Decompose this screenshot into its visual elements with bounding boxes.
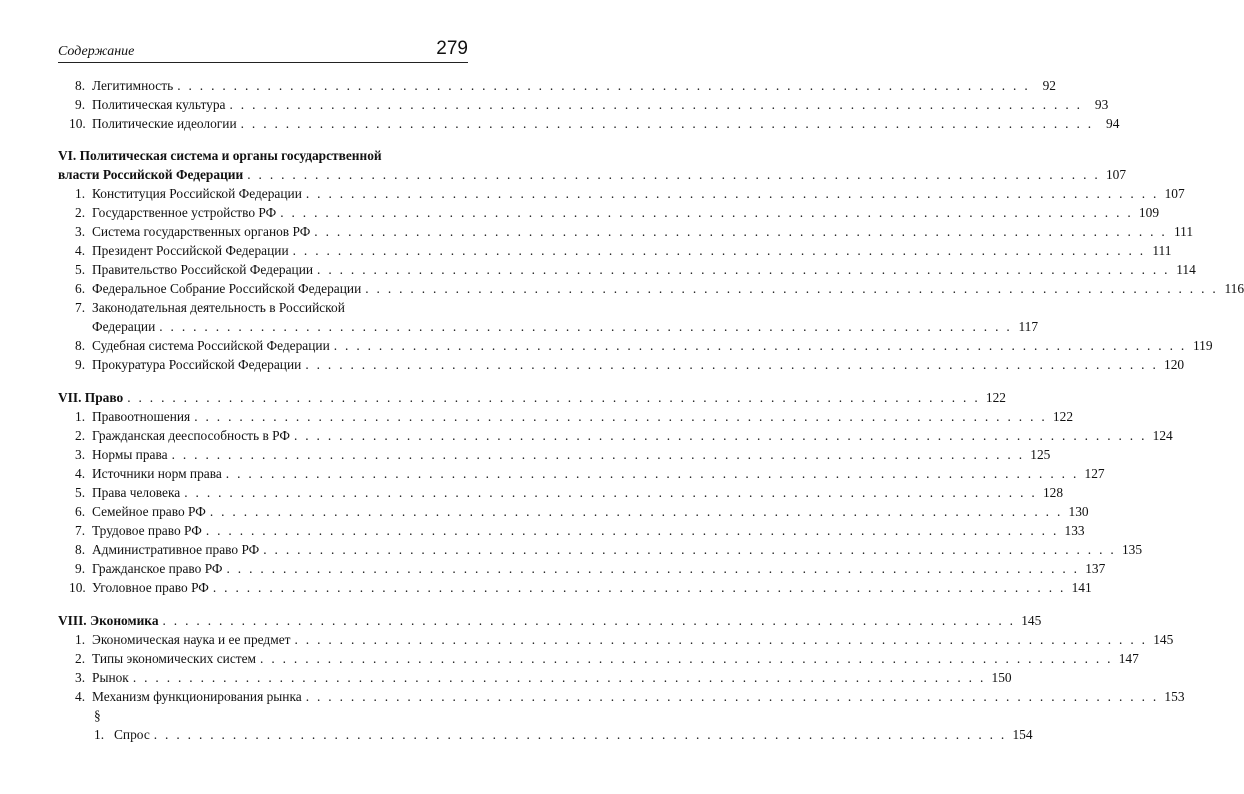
dot-leader: . . . . . . . . . . . . . . . . . . . . . . . . . . . . . . . . . . . . . . . . . . . . . . . . . . . . . . . . . . . . . . . . . . . . . . . . . . . . [153, 727, 1007, 742]
entry-number: 8. [75, 338, 86, 353]
toc-entry-line2 [58, 317, 1039, 336]
toc-entry[interactable] [58, 95, 1109, 114]
entry-title: Экономическая наука и ее предмет [92, 632, 291, 647]
entry-title-line2: Федерации [92, 319, 156, 334]
entry-page: 116 [1224, 281, 1244, 296]
entry-number: 3. [75, 670, 86, 685]
entry-number: 3. [75, 224, 86, 239]
entry-title: Правоотношения [92, 409, 191, 424]
toc-entry[interactable] [58, 502, 1089, 521]
entry-title: Трудовое право РФ [92, 523, 202, 538]
toc-entry[interactable] [58, 559, 1106, 578]
entry-title: Права человека [92, 485, 181, 500]
section-title-line1: VI. Политическая система и органы государственной [58, 148, 382, 163]
table-of-contents [58, 76, 1244, 744]
dot-leader: . . . . . . . . . . . . . . . . . . . . . . . . . . . . . . . . . . . . . . . . . . . . . . . . . . . . . . . . . . . . . . . . . . . . . . . . . . . . [280, 205, 1134, 220]
entry-page: 122 [1052, 409, 1074, 424]
entry-page: 125 [1030, 447, 1051, 462]
section-gap [58, 597, 468, 611]
entry-number: 1. [75, 186, 86, 201]
entry-number: 8. [75, 542, 86, 557]
entry-number: 1. [75, 632, 86, 647]
entry-title-line1: Законодательная деятельность в Российской [92, 300, 345, 315]
entry-page: 117 [1018, 319, 1039, 334]
dot-leader: . . . . . . . . . . . . . . . . . . . . . . . . . . . . . . . . . . . . . . . . . . . . . . . . . . . . . . . . . . . . . . . . . . . . . . . . . . . . [292, 243, 1146, 258]
toc-entry[interactable] [58, 203, 1160, 222]
entry-number: 1. [75, 409, 86, 424]
entry-title: Типы экономических систем [92, 651, 257, 666]
entry-page: 93 [1094, 97, 1109, 112]
dot-leader: . . . . . . . . . . . . . . . . . . . . . . . . . . . . . . . . . . . . . . . . . . . . . . . . . . . . . . . . . . . . . . . . . . . . . . . . . . . . [209, 504, 1063, 519]
dot-leader: . . . . . . . . . . . . . . . . . . . . . . . . . . . . . . . . . . . . . . . . . . . . . . . . . . . . . . . . . . . . . . . . . . . . . . . . . . . . [247, 167, 1101, 182]
dot-leader: . . . . . . . . . . . . . . . . . . . . . . . . . . . . . . . . . . . . . . . . . . . . . . . . . . . . . . . . . . . . . . . . . . . . . . . . . . . . [240, 116, 1094, 131]
dot-leader: . . . . . . . . . . . . . . . . . . . . . . . . . . . . . . . . . . . . . . . . . . . . . . . . . . . . . . . . . . . . . . . . . . . . . . . . . . . . [305, 357, 1159, 372]
entry-number: 2. [75, 205, 86, 220]
entry-title: Политические идеологии [92, 116, 237, 131]
toc-entry[interactable] [58, 407, 1074, 426]
dot-leader: . . . . . . . . . . . . . . . . . . . . . . . . . . . . . . . . . . . . . . . . . . . . . . . . . . . . . . . . . . . . . . . . . . . . . . . . . . . . [171, 447, 1025, 462]
entry-number: 10. [69, 116, 86, 131]
toc-entry[interactable] [58, 355, 1185, 374]
section-title: VII. Право [58, 390, 124, 405]
entry-title: Судебная система Российской Федерации [92, 338, 330, 353]
dot-leader: . . . . . . . . . . . . . . . . . . . . . . . . . . . . . . . . . . . . . . . . . . . . . . . . . . . . . . . . . . . . . . . . . . . . . . . . . . . . [159, 319, 1013, 334]
entry-page: 92 [1042, 78, 1056, 93]
entry-title: Правительство Российской Федерации [92, 262, 314, 277]
section-gap [58, 133, 468, 147]
entry-page: 124 [1152, 428, 1173, 443]
toc-entry[interactable] [58, 668, 1012, 687]
entry-page: 130 [1068, 504, 1089, 519]
dot-leader: . . . . . . . . . . . . . . . . . . . . . . . . . . . . . . . . . . . . . . . . . . . . . . . . . . . . . . . . . . . . . . . . . . . . . . . . . . . . [229, 97, 1083, 112]
entry-page: 145 [1153, 632, 1174, 647]
dot-leader: . . . . . . . . . . . . . . . . . . . . . . . . . . . . . . . . . . . . . . . . . . . . . . . . . . . . . . . . . . . . . . . . . . . . . . . . . . . . [225, 466, 1079, 481]
entry-number: 9. [75, 97, 86, 112]
dot-leader: . . . . . . . . . . . . . . . . . . . . . . . . . . . . . . . . . . . . . . . . . . . . . . . . . . . . . . . . . . . . . . . . . . . . . . . . . . . . [263, 542, 1117, 557]
section-title: VIII. Экономика [58, 613, 159, 628]
entry-page: 153 [1164, 689, 1185, 704]
entry-title: Семейное право РФ [92, 504, 206, 519]
dot-leader: . . . . . . . . . . . . . . . . . . . . . . . . . . . . . . . . . . . . . . . . . . . . . . . . . . . . . . . . . . . . . . . . . . . . . . . . . . . . [260, 651, 1113, 666]
toc-entry[interactable] [58, 687, 1185, 706]
dot-leader: . . . . . . . . . . . . . . . . . . . . . . . . . . . . . . . . . . . . . . . . . . . . . . . . . . . . . . . . . . . . . . . . . . . . . . . . . . . . [177, 78, 1030, 93]
entry-title: Гражданская дееспособность в РФ [92, 428, 290, 443]
entry-title: Политическая культура [92, 97, 226, 112]
toc-entry[interactable] [58, 521, 1085, 540]
section-heading-vi[interactable] [58, 147, 1127, 184]
entry-title: Президент Российской Федерации [92, 243, 289, 258]
entry-number: 8. [75, 78, 86, 93]
entry-number: 9. [75, 357, 86, 372]
entry-page: 154 [1012, 727, 1033, 742]
entry-title: Уголовное право РФ [92, 580, 209, 595]
entry-title: Спрос [114, 727, 150, 742]
entry-title: Система государственных органов РФ [92, 224, 311, 239]
entry-number: 4. [75, 689, 86, 704]
entry-title: Конституция Российской Федерации [92, 186, 302, 201]
entry-title: Гражданское право РФ [92, 561, 223, 576]
entry-page: 119 [1192, 338, 1213, 353]
dot-leader: . . . . . . . . . . . . . . . . . . . . . . . . . . . . . . . . . . . . . . . . . . . . . . . . . . . . . . . . . . . . . . . . . . . . . . . . . . . . [314, 224, 1168, 239]
page-number: 279 [436, 38, 468, 59]
section-title-line2: власти Российской Федерации [58, 167, 244, 182]
entry-number: 6. [75, 281, 86, 296]
dot-leader: . . . . . . . . . . . . . . . . . . . . . . . . . . . . . . . . . . . . . . . . . . . . . . . . . . . . . . . . . . . . . . . . . . . . . . . . . . . . [184, 485, 1038, 500]
entry-page: 147 [1118, 651, 1139, 666]
toc-entry[interactable] [58, 630, 1174, 649]
dot-leader: . . . . . . . . . . . . . . . . . . . . . . . . . . . . . . . . . . . . . . . . . . . . . . . . . . . . . . . . . . . . . . . . . . . . . . . . . . . . [305, 186, 1159, 201]
entry-page: 141 [1071, 580, 1092, 595]
entry-page: 137 [1085, 561, 1106, 576]
dot-leader: . . . . . . . . . . . . . . . . . . . . . . . . . . . . . . . . . . . . . . . . . . . . . . . . . . . . . . . . . . . . . . . . . . . . . . . . . . . . [162, 613, 1016, 628]
entry-number: 7. [75, 523, 86, 538]
toc-entry[interactable] [58, 279, 1244, 298]
section-heading-viii[interactable] [58, 611, 1042, 630]
running-title: Содержание [58, 44, 135, 59]
entry-number: 10. [69, 580, 86, 595]
toc-entry-line1 [58, 298, 468, 317]
section-page: 122 [985, 390, 1006, 405]
entry-page: 150 [991, 670, 1012, 685]
page-header [58, 40, 468, 63]
entry-page: 135 [1121, 542, 1143, 557]
entry-page: 111 [1152, 243, 1172, 258]
entry-page: 107 [1164, 186, 1185, 201]
dot-leader: . . . . . . . . . . . . . . . . . . . . . . . . . . . . . . . . . . . . . . . . . . . . . . . . . . . . . . . . . . . . . . . . . . . . . . . . . . . . [132, 670, 986, 685]
toc-entry[interactable] [58, 445, 1051, 464]
toc-entry[interactable] [58, 241, 1172, 260]
toc-entry[interactable] [58, 184, 1185, 203]
entry-page: 133 [1064, 523, 1085, 538]
entry-number: 6. [75, 504, 86, 519]
entry-number: 4. [75, 243, 86, 258]
dot-leader: . . . . . . . . . . . . . . . . . . . . . . . . . . . . . . . . . . . . . . . . . . . . . . . . . . . . . . . . . . . . . . . . . . . . . . . . . . . . [293, 428, 1147, 443]
entry-page: 109 [1138, 205, 1160, 220]
entry-page: 94 [1106, 116, 1120, 131]
dot-leader: . . . . . . . . . . . . . . . . . . . . . . . . . . . . . . . . . . . . . . . . . . . . . . . . . . . . . . . . . . . . . . . . . . . . . . . . . . . . [205, 523, 1059, 538]
entry-number: 5. [75, 262, 86, 277]
section-gap [58, 374, 468, 388]
toc-entry[interactable] [58, 578, 1092, 597]
entry-page: 111 [1173, 224, 1194, 239]
toc-entry[interactable] [58, 76, 1056, 95]
toc-entry-7[interactable] [58, 298, 1039, 336]
entry-title: Прокуратура Российской Федерации [92, 357, 302, 372]
entry-title: Легитимность [92, 78, 174, 93]
dot-leader: . . . . . . . . . . . . . . . . . . . . . . . . . . . . . . . . . . . . . . . . . . . . . . . . . . . . . . . . . . . . . . . . . . . . . . . . . . . . [305, 689, 1159, 704]
dot-leader: . . . . . . . . . . . . . . . . . . . . . . . . . . . . . . . . . . . . . . . . . . . . . . . . . . . . . . . . . . . . . . . . . . . . . . . . . . . . [294, 632, 1148, 647]
entry-page: 128 [1042, 485, 1064, 500]
entry-title: Административное право РФ [92, 542, 260, 557]
toc-entry[interactable] [58, 649, 1139, 668]
entry-number: 9. [75, 561, 86, 576]
entry-title: Источники норм права [92, 466, 222, 481]
dot-leader: . . . . . . . . . . . . . . . . . . . . . . . . . . . . . . . . . . . . . . . . . . . . . . . . . . . . . . . . . . . . . . . . . . . . . . . . . . . . [333, 338, 1187, 353]
entry-title: Рынок [92, 670, 129, 685]
dot-leader: . . . . . . . . . . . . . . . . . . . . . . . . . . . . . . . . . . . . . . . . . . . . . . . . . . . . . . . . . . . . . . . . . . . . . . . . . . . . [212, 580, 1066, 595]
dot-leader: . . . . . . . . . . . . . . . . . . . . . . . . . . . . . . . . . . . . . . . . . . . . . . . . . . . . . . . . . . . . . . . . . . . . . . . . . . . . [226, 561, 1080, 576]
entry-number: 2. [75, 651, 86, 666]
entry-title: Государственное устройство РФ [92, 205, 277, 220]
dot-leader: . . . . . . . . . . . . . . . . . . . . . . . . . . . . . . . . . . . . . . . . . . . . . . . . . . . . . . . . . . . . . . . . . . . . . . . . . . . . [127, 390, 980, 405]
section-page: 145 [1021, 613, 1042, 628]
entry-title: Нормы права [92, 447, 168, 462]
dot-leader: . . . . . . . . . . . . . . . . . . . . . . . . . . . . . . . . . . . . . . . . . . . . . . . . . . . . . . . . . . . . . . . . . . . . . . . . . . . . [317, 262, 1170, 277]
entry-number: 3. [75, 447, 86, 462]
section-page: 107 [1105, 167, 1127, 182]
entry-number: § 1. [94, 708, 105, 742]
section-title-row [58, 165, 1127, 184]
entry-number: 2. [75, 428, 86, 443]
entry-page: 127 [1084, 466, 1105, 481]
dot-leader: . . . . . . . . . . . . . . . . . . . . . . . . . . . . . . . . . . . . . . . . . . . . . . . . . . . . . . . . . . . . . . . . . . . . . . . . . . . . [365, 281, 1219, 296]
toc-entry[interactable] [58, 260, 1196, 279]
toc-entry[interactable] [58, 540, 1143, 559]
entry-title: Федеральное Собрание Российской Федерации [92, 281, 362, 296]
toc-entry[interactable] [58, 426, 1173, 445]
toc-entry[interactable] [58, 464, 1105, 483]
entry-page: 120 [1164, 357, 1185, 372]
toc-subentry[interactable] [58, 706, 1033, 744]
dot-leader: . . . . . . . . . . . . . . . . . . . . . . . . . . . . . . . . . . . . . . . . . . . . . . . . . . . . . . . . . . . . . . . . . . . . . . . . . . . . [194, 409, 1048, 424]
toc-entry[interactable] [58, 336, 1213, 355]
entry-number: 5. [75, 485, 86, 500]
toc-entry[interactable] [58, 114, 1120, 133]
section-heading-vii[interactable] [58, 388, 1006, 407]
entry-number: 4. [75, 466, 86, 481]
entry-page: 114 [1176, 262, 1196, 277]
toc-entry[interactable] [58, 483, 1064, 502]
entry-number: 7. [75, 300, 86, 315]
entry-title: Механизм функционирования рынка [92, 689, 302, 704]
toc-entry[interactable] [58, 222, 1194, 241]
